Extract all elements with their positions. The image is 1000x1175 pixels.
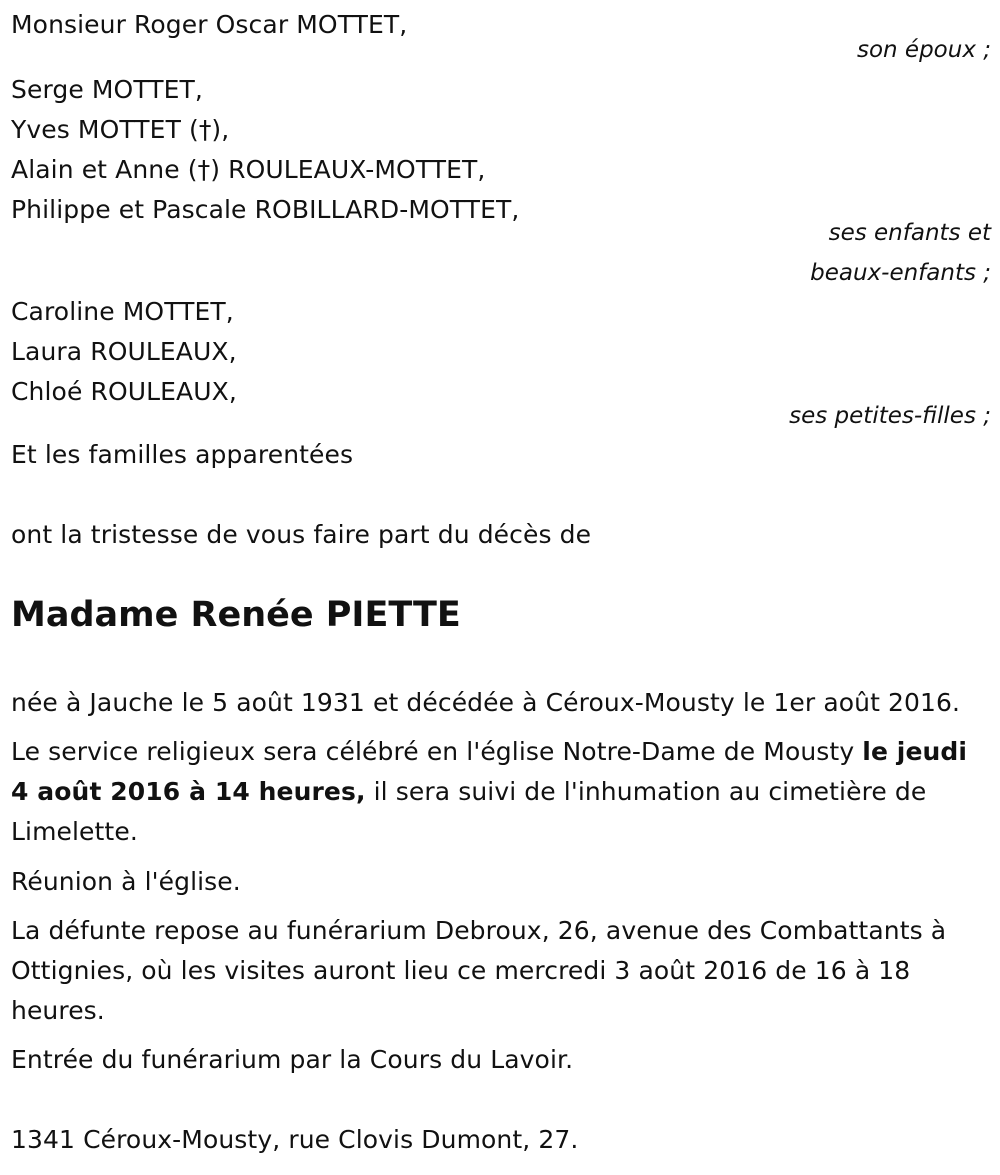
children-role-line2: beaux-enfants ;: [810, 260, 991, 286]
children-role-line1: ses enfants et: [828, 220, 991, 246]
spouse-name: Monsieur Roger Oscar MOTTET,: [11, 10, 408, 39]
service-text-start: Le service religieux sera célébré en l'église Notre-Dame de Mousty: [11, 737, 863, 766]
reunion-line: Réunion à l'église.: [11, 867, 241, 896]
spouse-role: son époux ;: [856, 37, 991, 63]
entrance-line: Entrée du funérarium par la Cours du Lavoir.: [11, 1045, 574, 1074]
child-name: Philippe et Pascale ROBILLARD-MOTTET,: [11, 195, 520, 224]
grandchildren-role: ses petites-filles ;: [789, 403, 991, 429]
child-name: Yves MOTTET (†),: [11, 115, 230, 144]
address-line: 1341 Céroux-Mousty, rue Clovis Dumont, 27.: [11, 1125, 579, 1154]
service-paragraph: [11, 732, 991, 852]
grandchild-name: Laura ROULEAUX,: [11, 337, 237, 366]
deceased-name: Madame Renée PIETTE: [11, 595, 461, 635]
child-name: Alain et Anne (†) ROULEAUX-MOTTET,: [11, 155, 486, 184]
announcement-line: ont la tristesse de vous faire part du décès de: [11, 520, 592, 549]
visits-paragraph: La défunte repose au funérarium Debroux, 26, avenue des Combattants à Ottignies, où les visites auront lieu ce mercredi 3 août 2016 de 16 à 18 heures.: [11, 916, 947, 1025]
service-date-time: le jeudi 4 août 2016 à 14 heures,: [11, 737, 968, 806]
grandchild-name: Caroline MOTTET,: [11, 297, 234, 326]
grandchild-name: Chloé ROULEAUX,: [11, 377, 237, 406]
families-line: Et les familles apparentées: [11, 440, 354, 469]
service-text-end: il sera suivi de l'inhumation au cimetière de Limelette.: [11, 777, 927, 846]
birth-death-line: née à Jauche le 5 août 1931 et décédée à Céroux-Mousty le 1er août 2016.: [11, 688, 961, 717]
child-name: Serge MOTTET,: [11, 75, 203, 104]
